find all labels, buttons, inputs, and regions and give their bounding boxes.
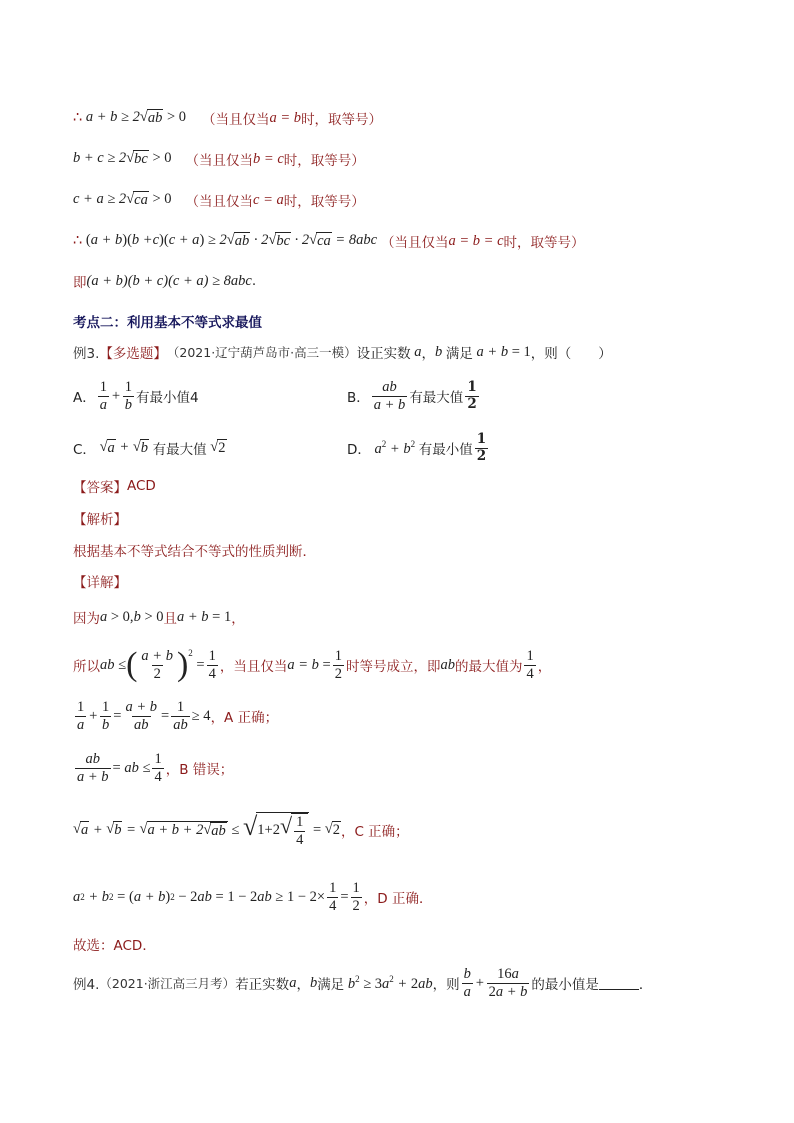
answer-blank[interactable]: [599, 977, 639, 990]
proof-line-5: 即 (a + b)(b + c)(c + a) ≥ 8abc .: [73, 272, 257, 291]
detail-line-4: $\frac{ab}{a + b}$ = ab ≤ $\frac{1}{4}$ ，B 错误；: [77, 751, 234, 785]
analysis-tag: 【解析】: [73, 512, 127, 528]
detail-line-2: 所以 ab ≤ ( $\frac{a + b}{2}$ ) $^2$ = $\frac{1}{4}$ ，当且仅当 a = b = $\frac{1}{2}$ 时等号成立，即 ab 的最大值为 $\frac{1}{4}$ ，: [73, 646, 552, 684]
detail-line-3: $\frac{1}{a}$ + $\frac{1}{b}$ = $\frac{a + b}{ab}$ = $\frac{1}{ab}$ ≥ 4 ，A 正确；: [77, 699, 279, 733]
proof-line-2: b + c ≥ 2 √ bc > 0 （当且仅当 b = c 时，取等号）: [73, 150, 365, 169]
proof-line-4: ∴ (a + b)(b +c)(c + a) ≥ 2 √ ab · 2 √ bc · 2 √ ca = 8abc （当且仅当 a = b = c 时，取等号）: [73, 232, 585, 251]
option-c[interactable]: C． √ a + √ b 有最大值 √ 2: [73, 439, 226, 458]
detail-line-1: 因为 a > 0,b > 0 且 a + b = 1 ，: [73, 608, 245, 627]
detail-tag: 【详解】: [73, 575, 127, 591]
proof-line-1: ∴ a + b ≥ 2 √ ab > 0 （当且仅当 a = b 时，取等号）: [73, 109, 383, 128]
analysis-text: 根据基本不等式结合不等式的性质判断．: [73, 544, 316, 560]
condition-note: （当且仅当: [202, 112, 270, 128]
section-title: 考点二：利用基本不等式求最值: [73, 315, 262, 331]
example3-question: 例3. 【多选题】 （2021·辽宁葫芦岛市·高三一模） 设正实数 a ， b 满足 a + b = 1 ，则（ ）: [73, 343, 612, 362]
conclusion: 故选：ACD．: [73, 938, 156, 954]
proof-line-3: c + a ≥ 2 √ ca > 0 （当且仅当 c = a 时，取等号）: [73, 191, 365, 210]
option-a[interactable]: A． $\frac{1}{a}$ + $\frac{1}{b}$ 有最小值4: [73, 379, 199, 413]
detail-line-6: a 2 + b 2 = ( a + b ) 2 − 2 ab = 1 − 2 ab ≥ 1 − 2× $\frac{1}{4}$ = $\frac{1}{2}$ ，D 正确．: [73, 880, 433, 914]
answer-line: 【答案】 ACD: [73, 478, 156, 496]
example4-question: 例4. （2021·浙江高三月考） 若正实数 a ， b 满足 $b^2 \ge 3a^2 + 2ab$ ，则 $\frac{b}{a}$ + $\frac{16a}{2a + b}$ 的最小值是 ．: [73, 966, 653, 1000]
option-b[interactable]: B． $\frac{ab}{a + b}$ 有最大值 $\frac{1}{2}$: [347, 379, 477, 413]
detail-line-5: √ a + √ b = √ a + b + 2 √ ab ≤ √ 1+2 √ $\frac{1}{4}$ = √ 2 ，C 正确；: [73, 812, 409, 848]
option-d[interactable]: D． $a^2 + b^2$ 有最小值 $\frac{1}{2}$: [347, 431, 487, 464]
